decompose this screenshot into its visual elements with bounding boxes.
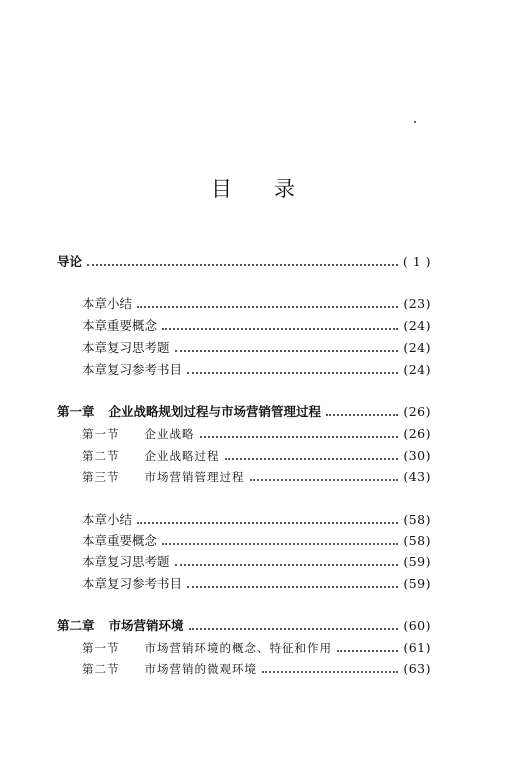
- toc-entry-label: 本章复习参考书目: [82, 576, 183, 591]
- toc-entry-label: 本章小结: [82, 296, 133, 311]
- dot-leader: [187, 585, 398, 588]
- section-title: 市场营销的微观环境: [144, 662, 257, 676]
- dot-leader: [225, 457, 399, 460]
- toc-entry-concepts[interactable]: [82, 532, 431, 550]
- title-char-2: 录: [274, 177, 295, 201]
- toc-entry-label: 本章小结: [82, 512, 133, 527]
- toc-entry-review-questions[interactable]: [82, 553, 431, 571]
- toc-entry-references[interactable]: [82, 575, 431, 593]
- section-prefix: 第三节: [82, 470, 120, 484]
- dot-leader: [189, 627, 399, 630]
- toc-entry-page: (24): [403, 362, 431, 377]
- dot-leader: [187, 371, 398, 374]
- toc-entry-page: (24): [403, 318, 431, 333]
- section-title: 企业战略: [144, 427, 195, 441]
- section-title: 市场营销环境的概念、特征和作用: [144, 641, 332, 655]
- dot-leader: [200, 435, 399, 438]
- toc-entry-section[interactable]: [82, 468, 431, 486]
- toc-entry-summary[interactable]: [82, 295, 431, 313]
- section-prefix: 第一节: [82, 427, 120, 441]
- toc-entry-page: (26): [403, 404, 431, 419]
- toc-entry-chapter-2[interactable]: [57, 617, 431, 635]
- toc-entry-label: 本章重要概念: [82, 318, 158, 333]
- toc-entry-label: [82, 447, 220, 465]
- toc-entry-page: (61): [403, 640, 431, 655]
- toc-entry-page: (30): [403, 448, 431, 463]
- toc-entry-label: [57, 403, 321, 421]
- toc-entry-page: (23): [403, 296, 431, 311]
- toc-entry-chapter-1[interactable]: [57, 403, 431, 421]
- toc-entry-label: [82, 660, 257, 678]
- toc-entry-page: (63): [403, 661, 431, 676]
- chapter-title: 企业战略规划过程与市场营销管理过程: [108, 404, 322, 419]
- chapter-prefix: 第一章: [57, 404, 95, 419]
- dot-leader: [162, 327, 398, 330]
- section-prefix: 第二节: [82, 449, 120, 463]
- toc-entry-page: (24): [403, 340, 431, 355]
- toc-entry-label: [82, 639, 332, 657]
- toc-entry-section[interactable]: [82, 425, 431, 443]
- toc-entry-page: (26): [403, 426, 431, 441]
- toc-entry-intro[interactable]: [57, 253, 431, 271]
- section-title: 企业战略过程: [144, 449, 220, 463]
- toc-entry-page: (59): [403, 554, 431, 569]
- dot-leader: [250, 478, 399, 481]
- toc-entry-page: (43): [403, 469, 431, 484]
- toc-entry-label: 本章重要概念: [82, 533, 158, 548]
- toc-entry-label: [82, 468, 245, 486]
- toc-entry-label: 本章复习参考书目: [82, 362, 183, 377]
- dot-leader: [337, 649, 398, 652]
- dot-leader: [137, 305, 398, 308]
- toc-entry-page: (58): [403, 533, 431, 548]
- toc-entry-section[interactable]: [82, 660, 431, 678]
- toc-entry-page: (59): [403, 576, 431, 591]
- toc-entry-label: 本章复习思考题: [82, 554, 170, 569]
- dot-leader: [137, 521, 398, 524]
- toc-entry-references[interactable]: [82, 361, 431, 379]
- section-prefix: 第二节: [82, 662, 120, 676]
- dot-leader: [162, 542, 398, 545]
- section-title: 市场营销管理过程: [144, 470, 245, 484]
- toc-entry-label: [57, 617, 184, 635]
- toc-entry-page: (58): [403, 512, 431, 527]
- dot-leader: [175, 349, 399, 352]
- toc-entry-section[interactable]: [82, 447, 431, 465]
- toc-entry-page: ( 1 ): [402, 254, 431, 269]
- toc-entry-page: (60): [403, 618, 431, 633]
- toc-entry-label: [82, 425, 195, 443]
- dot-leader: [262, 670, 398, 673]
- chapter-title: 市场营销环境: [108, 618, 184, 633]
- title-char-1: 目: [211, 177, 232, 201]
- dot-leader: [175, 563, 399, 566]
- toc-entry-review-questions[interactable]: [82, 339, 431, 357]
- section-prefix: 第一节: [82, 641, 120, 655]
- toc-entry-summary[interactable]: [82, 511, 431, 529]
- toc-entry-section[interactable]: [82, 639, 431, 657]
- dot-leader: [326, 413, 398, 416]
- chapter-prefix: 第二章: [57, 618, 95, 633]
- toc-entry-concepts[interactable]: [82, 317, 431, 335]
- dot-leader: [87, 263, 398, 266]
- toc-entry-label: 导论: [57, 254, 83, 269]
- toc-entry-label: 本章复习思考题: [82, 340, 170, 355]
